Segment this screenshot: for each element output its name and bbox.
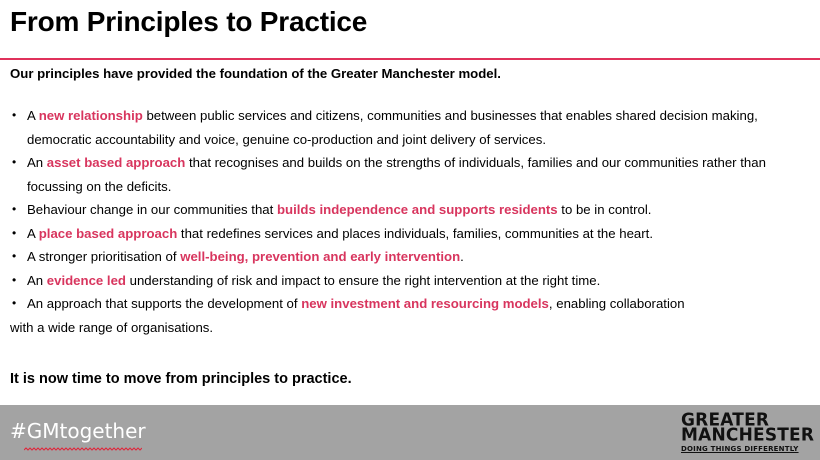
principles-list [10, 104, 812, 339]
list-item [10, 292, 812, 316]
bullet-text: An [27, 155, 47, 170]
bullet-text: , enabling collaboration [548, 296, 685, 311]
bullet-text: between public services and citizens, communities and businesses that enables shared decision making, democratic accountability and voice, genuine co-production and joint delivery of services. [27, 108, 758, 147]
list-item [10, 198, 812, 222]
hashtag-label: #GMtogether [10, 419, 146, 443]
list-item-continuation: with a wide range of organisations. [10, 319, 214, 335]
bullet-text: . [460, 249, 464, 264]
bullet-text: An [27, 272, 47, 288]
logo-line-2: MANCHESTER [681, 424, 815, 446]
bullet-text: understanding of risk and impact to ensure the right intervention at the right time. [125, 272, 601, 288]
bullet-text: An approach that supports the development of [27, 296, 302, 311]
bullet-text: A [27, 225, 39, 241]
bullet-highlight: evidence led [46, 272, 126, 288]
bullet-text: that recognises and builds on the strengths of individuals, families and our communities rather than focussing on the deficits. [27, 155, 766, 194]
footer-bar [0, 405, 820, 460]
list-item [10, 269, 812, 293]
list-item [10, 151, 812, 198]
list-item [10, 245, 812, 269]
bullet-highlight: new investment and resourcing models [301, 296, 549, 311]
title-divider [0, 58, 820, 60]
slide-title: From Principles to Practice [10, 6, 368, 37]
bullet-text: Behaviour change in our communities that [27, 202, 277, 217]
spellcheck-underline-icon [24, 447, 142, 451]
bullet-text: that redefines services and places individuals, families, communities at the heart. [177, 225, 653, 241]
bullet-highlight: builds independence and supports residents [276, 202, 558, 217]
logo-tagline: DOING THINGS DIFFERENTLY [681, 445, 799, 453]
greater-manchester-logo [681, 409, 815, 454]
bullet-highlight: asset based approach [46, 155, 186, 170]
logo-line-1: GREATER [681, 409, 770, 431]
bullet-highlight: well-being, prevention and early intervention [180, 249, 461, 264]
intro-text: Our principles have provided the foundation of the Greater Manchester model. [10, 66, 501, 81]
bullet-text: A stronger prioritisation of [27, 249, 181, 264]
bullet-highlight: place based approach [38, 225, 178, 241]
bullet-text: to be in control. [557, 202, 652, 217]
list-item [10, 104, 812, 151]
closing-statement: It is now time to move from principles to practice. [10, 371, 352, 387]
bullet-text: A [27, 108, 39, 123]
bullet-highlight: new relationship [38, 108, 143, 123]
list-item [10, 222, 812, 246]
